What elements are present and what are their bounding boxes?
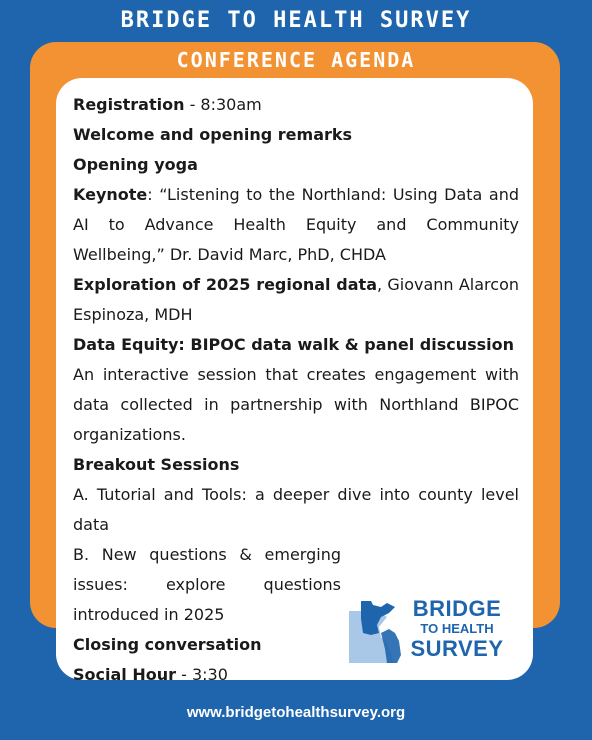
breakout-b <box>73 540 341 630</box>
exploration-label: Exploration of 2025 regional data <box>73 275 377 294</box>
website-url[interactable]: www.bridgetohealthsurvey.org <box>186 704 406 721</box>
breakout-a: A. Tutorial and Tools: a deeper dive into county level data <box>73 485 519 534</box>
welcome-label: Welcome and opening remarks <box>73 125 353 144</box>
survey-title: BRIDGE TO HEALTH SURVEY <box>120 8 472 33</box>
breakout-label: Breakout Sessions <box>73 455 240 474</box>
agenda-welcome <box>73 120 519 150</box>
logo-text <box>407 597 507 661</box>
exploration-text: , Giovann Alarcon Espinoza, MDH <box>73 275 519 324</box>
registration-time: - 8:30am <box>184 95 262 114</box>
logo-line1: BRIDGE <box>412 596 502 621</box>
agenda-keynote <box>73 180 519 270</box>
data-equity-text: An interactive session that creates engagement with data collected in partnership with Northland BIPOC organizations. <box>73 365 519 444</box>
registration-label: Registration <box>73 95 185 114</box>
logo-line2: TO HEALTH <box>420 621 494 636</box>
breakout-b-text: B. New questions & emerging issues: explore questions introduced in 2025 <box>73 545 341 624</box>
agenda-title: CONFERENCE AGENDA <box>176 48 416 72</box>
data-equity-label: Data Equity: BIPOC data walk & panel discussion <box>73 335 515 354</box>
logo-line3: SURVEY <box>410 636 504 661</box>
closing-label: Closing conversation <box>73 635 262 654</box>
agenda-exploration <box>73 270 519 330</box>
keynote-label: Keynote <box>73 185 148 204</box>
agenda-yoga <box>73 150 519 180</box>
agenda-registration <box>73 90 519 120</box>
state-map-icon <box>347 597 409 667</box>
social-time: - 3:30 <box>176 665 228 684</box>
keynote-text: : “Listening to the Northland: Using Data and AI to Advance Health Equity and Community Wellbeing,” Dr. David Marc, PhD, CHDA <box>73 185 519 264</box>
social-label: Social Hour <box>73 665 176 684</box>
agenda-data-equity <box>73 330 519 360</box>
agenda-breakout <box>73 450 519 480</box>
bridge-to-health-logo <box>347 597 507 667</box>
yoga-label: Opening yoga <box>73 155 198 174</box>
